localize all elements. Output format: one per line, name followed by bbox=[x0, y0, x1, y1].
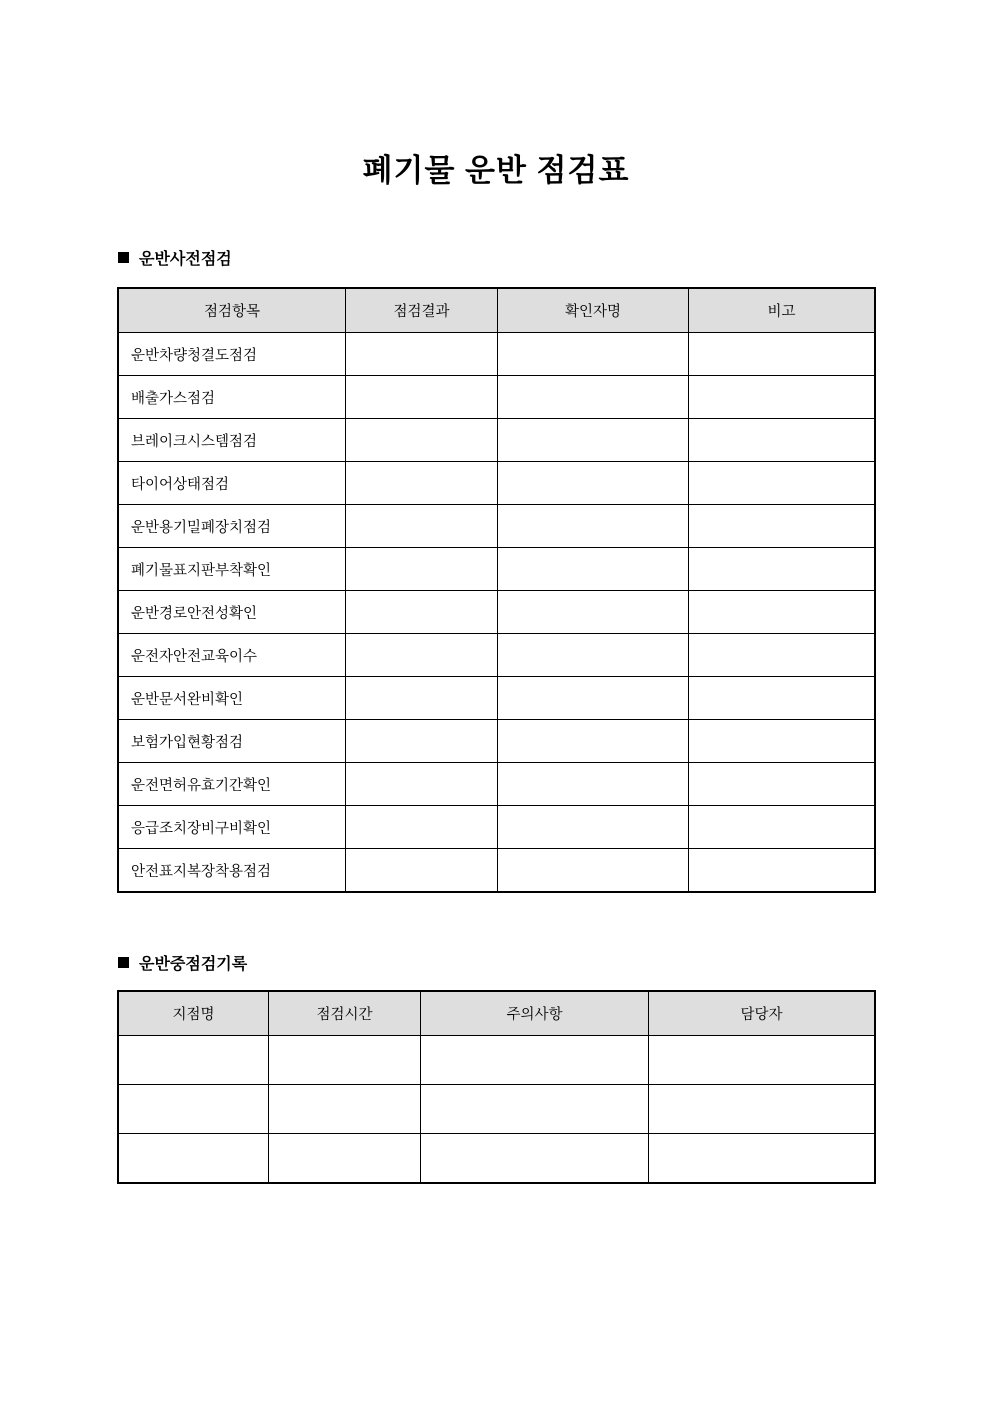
cell-result-entry[interactable] bbox=[346, 505, 498, 548]
cell-verifier-entry[interactable] bbox=[498, 720, 689, 763]
cell-result-entry[interactable] bbox=[346, 333, 498, 376]
cell-remarks-entry[interactable] bbox=[689, 462, 875, 505]
cell-remarks-entry[interactable] bbox=[689, 806, 875, 849]
cell-verifier-entry[interactable] bbox=[498, 849, 689, 892]
column-header-time: 점검시간 bbox=[269, 992, 421, 1036]
square-bullet-icon bbox=[118, 252, 129, 263]
table-row bbox=[119, 462, 875, 505]
table-row bbox=[119, 1036, 875, 1085]
cell-item: 배출가스점검 bbox=[119, 376, 346, 419]
table-header-row bbox=[119, 289, 875, 333]
cell-result-entry[interactable] bbox=[346, 591, 498, 634]
table-row bbox=[119, 548, 875, 591]
cell-remarks-entry[interactable] bbox=[689, 376, 875, 419]
cell-item: 운전면허유효기간확인 bbox=[119, 763, 346, 806]
cell-remarks-entry[interactable] bbox=[689, 548, 875, 591]
cell-point[interactable] bbox=[119, 1036, 269, 1085]
cell-remarks-entry[interactable] bbox=[689, 419, 875, 462]
cell-time-entry[interactable] bbox=[269, 1036, 421, 1085]
table-row bbox=[119, 634, 875, 677]
cell-item: 운반문서완비확인 bbox=[119, 677, 346, 720]
cell-point[interactable] bbox=[119, 1134, 269, 1183]
cell-person-entry[interactable] bbox=[649, 1036, 875, 1085]
cell-remarks-entry[interactable] bbox=[689, 634, 875, 677]
table-row bbox=[119, 849, 875, 892]
section-heading-label: 운반중점검기록 bbox=[139, 956, 248, 973]
cell-verifier-entry[interactable] bbox=[498, 333, 689, 376]
table-row bbox=[119, 333, 875, 376]
cell-item: 운반차량청결도점검 bbox=[119, 333, 346, 376]
column-header-person: 담당자 bbox=[649, 992, 875, 1036]
cell-result-entry[interactable] bbox=[346, 763, 498, 806]
cell-remarks-entry[interactable] bbox=[689, 849, 875, 892]
table-row bbox=[119, 1085, 875, 1134]
cell-result-entry[interactable] bbox=[346, 462, 498, 505]
cell-verifier-entry[interactable] bbox=[498, 677, 689, 720]
cell-item: 브레이크시스템점검 bbox=[119, 419, 346, 462]
cell-point[interactable] bbox=[119, 1085, 269, 1134]
cell-verifier-entry[interactable] bbox=[498, 591, 689, 634]
cell-result-entry[interactable] bbox=[346, 548, 498, 591]
cell-person-entry[interactable] bbox=[649, 1134, 875, 1183]
section-heading-transit-record bbox=[118, 954, 247, 976]
cell-person-entry[interactable] bbox=[649, 1085, 875, 1134]
cell-verifier-entry[interactable] bbox=[498, 376, 689, 419]
cell-item: 운반경로안전성확인 bbox=[119, 591, 346, 634]
cell-time-entry[interactable] bbox=[269, 1134, 421, 1183]
cell-verifier-entry[interactable] bbox=[498, 763, 689, 806]
cell-result-entry[interactable] bbox=[346, 849, 498, 892]
table-header-row bbox=[119, 992, 875, 1036]
cell-verifier-entry[interactable] bbox=[498, 419, 689, 462]
page-title: 폐기물 운반 점검표 bbox=[362, 152, 630, 188]
table-row bbox=[119, 376, 875, 419]
section-heading-label: 운반사전점검 bbox=[139, 251, 232, 268]
cell-remarks-entry[interactable] bbox=[689, 763, 875, 806]
cell-remarks-entry[interactable] bbox=[689, 677, 875, 720]
cell-item: 타이어상태점검 bbox=[119, 462, 346, 505]
column-header-point: 지점명 bbox=[119, 992, 269, 1036]
cell-caution-entry[interactable] bbox=[421, 1134, 649, 1183]
cell-result-entry[interactable] bbox=[346, 419, 498, 462]
column-header-result: 점검결과 bbox=[346, 289, 498, 333]
cell-remarks-entry[interactable] bbox=[689, 720, 875, 763]
table-row bbox=[119, 763, 875, 806]
cell-caution-entry[interactable] bbox=[421, 1036, 649, 1085]
cell-remarks-entry[interactable] bbox=[689, 505, 875, 548]
cell-result-entry[interactable] bbox=[346, 806, 498, 849]
cell-remarks-entry[interactable] bbox=[689, 591, 875, 634]
table-row bbox=[119, 1134, 875, 1183]
table-row bbox=[119, 677, 875, 720]
cell-result-entry[interactable] bbox=[346, 720, 498, 763]
cell-result-entry[interactable] bbox=[346, 634, 498, 677]
pre-inspection-table bbox=[118, 288, 875, 892]
table-row bbox=[119, 505, 875, 548]
cell-caution-entry[interactable] bbox=[421, 1085, 649, 1134]
square-bullet-icon bbox=[118, 957, 129, 968]
transit-record-table bbox=[118, 991, 875, 1183]
section-heading-pre-inspection bbox=[118, 249, 232, 271]
cell-item: 응급조치장비구비확인 bbox=[119, 806, 346, 849]
table-row bbox=[119, 591, 875, 634]
cell-verifier-entry[interactable] bbox=[498, 548, 689, 591]
column-header-caution: 주의사항 bbox=[421, 992, 649, 1036]
cell-result-entry[interactable] bbox=[346, 376, 498, 419]
table-row bbox=[119, 806, 875, 849]
table-row bbox=[119, 419, 875, 462]
column-header-remarks: 비고 bbox=[689, 289, 875, 333]
cell-result-entry[interactable] bbox=[346, 677, 498, 720]
cell-item: 폐기물표지판부착확인 bbox=[119, 548, 346, 591]
cell-item: 안전표지복장착용점검 bbox=[119, 849, 346, 892]
cell-time-entry[interactable] bbox=[269, 1085, 421, 1134]
cell-verifier-entry[interactable] bbox=[498, 462, 689, 505]
cell-remarks-entry[interactable] bbox=[689, 333, 875, 376]
cell-item: 운반용기밀폐장치점검 bbox=[119, 505, 346, 548]
cell-item: 운전자안전교육이수 bbox=[119, 634, 346, 677]
column-header-item: 점검항목 bbox=[119, 289, 346, 333]
cell-verifier-entry[interactable] bbox=[498, 806, 689, 849]
table-row bbox=[119, 720, 875, 763]
cell-item: 보험가입현황점검 bbox=[119, 720, 346, 763]
cell-verifier-entry[interactable] bbox=[498, 505, 689, 548]
cell-verifier-entry[interactable] bbox=[498, 634, 689, 677]
column-header-verifier: 확인자명 bbox=[498, 289, 689, 333]
